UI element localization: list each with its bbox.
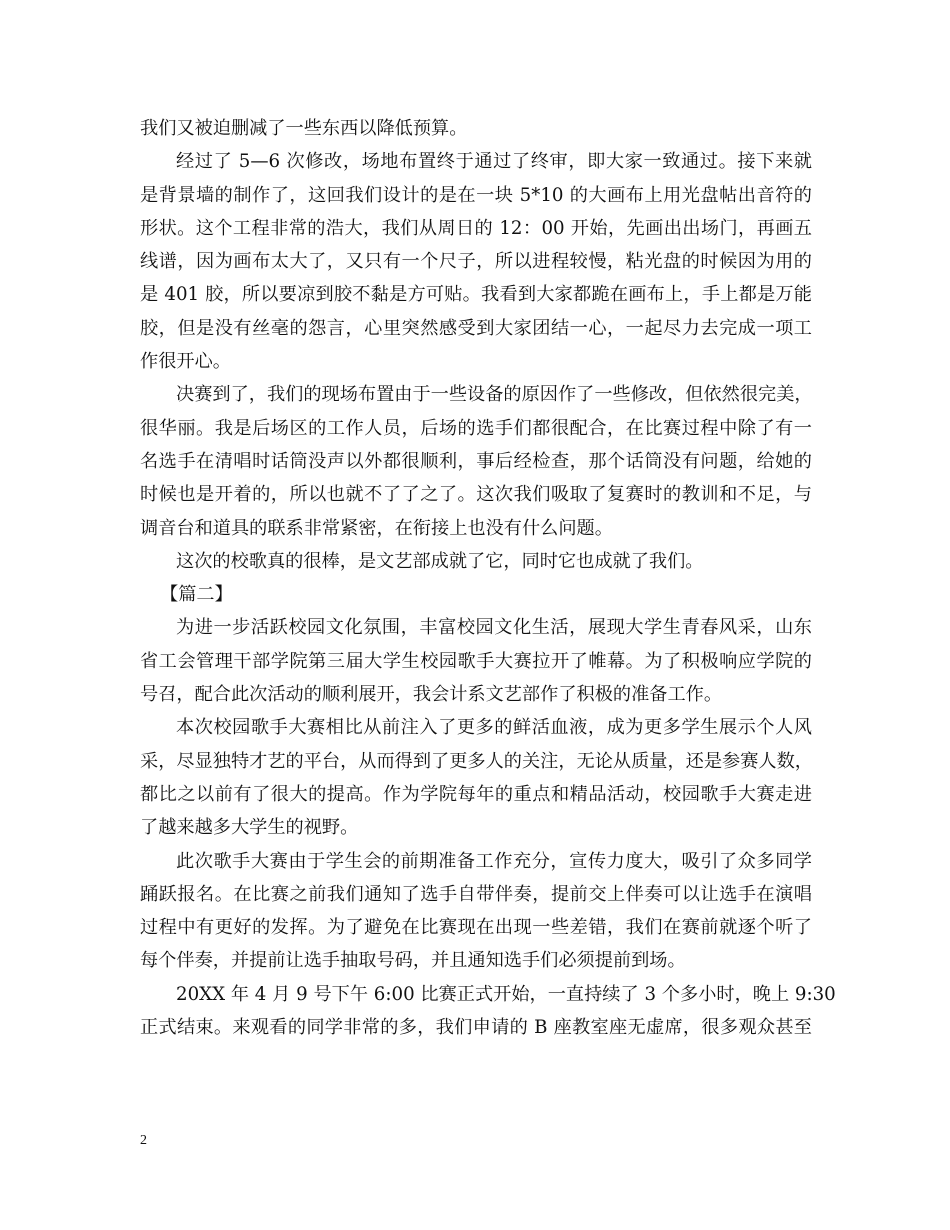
text-line: 每个伴奏，并提前让选手抽取号码，并且通知选手们必须提前到场。: [140, 950, 686, 972]
text-line: 形状。这个工程非常的浩大，我们从周日的 12：00 开始，先画出出场门，再画五: [140, 217, 812, 239]
text-line: 正式结束。来观看的同学非常的多，我们申请的 B 座教室座无虚席，很多观众甚至: [140, 1017, 812, 1039]
text-line: 过程中有更好的发挥。为了避免在比赛现在出现一些差错，我们在赛前就逐个听了: [140, 917, 812, 939]
text-line: 很华丽。我是后场区的工作人员，后场的选手们都很配合，在比赛过程中除了有一: [140, 417, 812, 439]
text-line: 采，尽显独特才艺的平台，从而得到了更多人的关注，无论从质量，还是参赛人数，: [140, 750, 813, 772]
document-body: [140, 112, 836, 1044]
text-line: 我们又被迫删减了一些东西以降低预算。: [140, 118, 468, 139]
text-line: 作很开心。: [140, 351, 231, 373]
text-line: 线谱，因为画布太大了，又只有一个尺子，所以进程较慢，粘光盘的时候因为用的: [140, 251, 812, 273]
paragraph-first-line: 这次的校歌真的很棒，是文艺部成就了它，同时它也成就了我们。: [176, 550, 704, 572]
text-line: 胶，但是没有丝毫的怨言，心里突然感受到大家团结一心，一起尽力去完成一项工: [140, 317, 812, 339]
text-line: 了越来越多大学生的视野。: [140, 817, 359, 839]
text-line: 时候也是开着的，所以也就不了了之了。这次我们吸取了复赛时的教训和不足，与: [140, 484, 812, 506]
page-number: 2: [140, 1133, 147, 1148]
text-line: 调音台和道具的联系非常紧密，在衔接上也没有什么问题。: [140, 517, 613, 539]
paragraph-first-line: 经过了 5—6 次修改，场地布置终于通过了终审，即大家一致通过。接下来就: [176, 151, 812, 173]
text-line: 名选手在清唱时话筒没声以外都很顺利，事后经检查，那个话筒没有问题，给她的: [140, 450, 812, 472]
text-line: 省工会管理干部学院第三届大学生校园歌手大赛拉开了帷幕。为了积极响应学院的: [140, 650, 812, 672]
paragraph-first-line: 此次歌手大赛由于学生会的前期准备工作充分，宣传力度大，吸引了众多同学: [176, 850, 812, 872]
text-line: 号召，配合此次活动的顺利展开，我会计系文艺部作了积极的准备工作。: [140, 684, 723, 706]
paragraph-first-line: 决赛到了，我们的现场布置由于一些设备的原因作了一些修改，但依然很完美，: [176, 384, 813, 406]
text-line: 都比之以前有了很大的提高。作为学院每年的重点和精品活动，校园歌手大赛走进: [140, 783, 812, 805]
paragraph-first-line: 本次校园歌手大赛相比从前注入了更多的鲜活血液，成为更多学生展示个人风: [176, 717, 812, 739]
text-line: 踊跃报名。在比赛之前我们通知了选手自带伴奏，提前交上伴奏可以让选手在演唱: [140, 883, 812, 905]
paragraph-first-line: 为进一步活跃校园文化氛围，丰富校园文化生活，展现大学生青春风采，山东: [176, 617, 812, 639]
paragraph-first-line: 20XX 年 4 月 9 号下午 6:00 比赛正式开始，一直持续了 3 个多小时，晚上 9:30: [176, 983, 836, 1005]
text-line: 是 401 胶，所以要凉到胶不黏是方可贴。我看到大家都跪在画布上，手上都是万能: [140, 284, 812, 306]
text-line: 是背景墙的制作了，这回我们设计的是在一块 5*10 的大画布上用光盘帖出音符的: [140, 184, 812, 206]
section-heading: 【篇二】: [160, 584, 233, 606]
